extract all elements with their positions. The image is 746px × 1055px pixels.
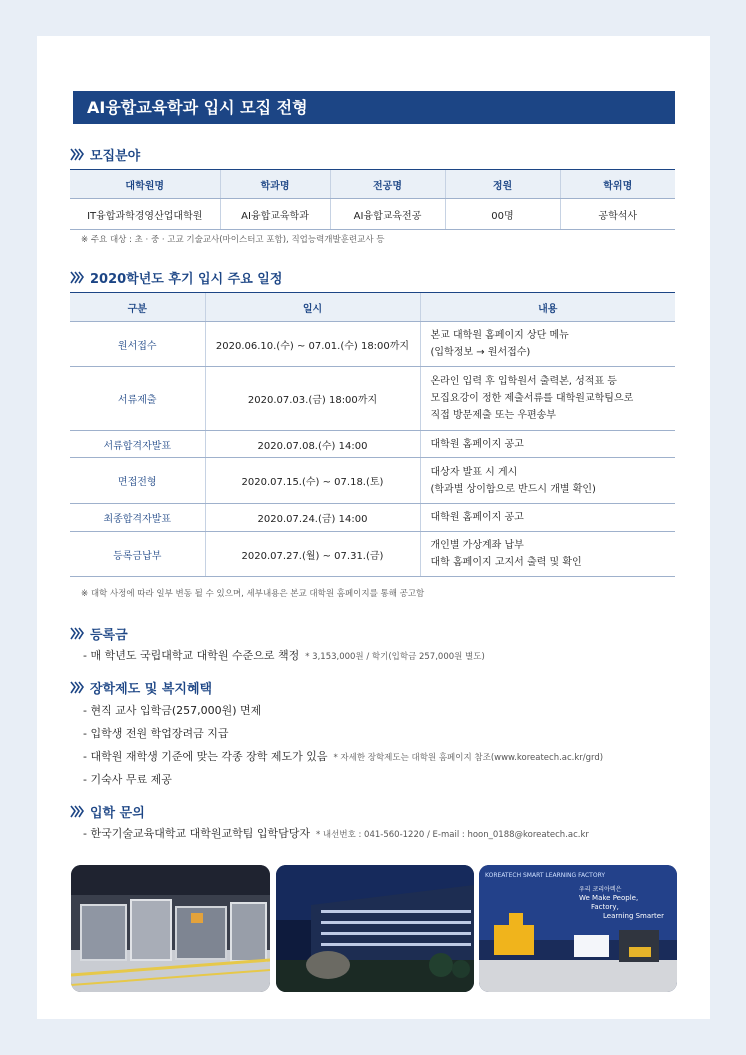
table-row [70, 367, 675, 431]
schedule-table [70, 292, 675, 577]
schedule-description [420, 367, 675, 431]
section-title-scholarship [70, 678, 212, 697]
schedule-date: 2020.07.08.(수) 14:00 [205, 431, 420, 458]
scholarship-item [83, 725, 228, 741]
scholarship-subnote: * 자세한 장학제도는 대학원 홈페이지 참조(www.koreatech.ac.kr/grd) [333, 753, 604, 763]
table-row [70, 431, 675, 458]
description-line: 직접 방문제출 또는 우편송부 [430, 410, 556, 421]
section-title-contact [70, 802, 145, 821]
fee-subnote: * 3,153,000원 / 학기(입학금 257,000원 별도) [305, 652, 485, 662]
table-cell: AI융합교육학과 [220, 199, 330, 230]
sign-text: Factory, [591, 903, 619, 911]
schedule-description [420, 504, 675, 532]
section-label: 장학제도 및 복지혜택 [90, 682, 213, 697]
sign-text: We Make People, [579, 894, 639, 902]
table-row [70, 504, 675, 532]
table-row [70, 322, 675, 367]
section-label: 모집분야 [90, 149, 141, 164]
section-title-schedule [70, 268, 282, 287]
section-label: 입학 문의 [90, 806, 145, 821]
document-page [37, 36, 710, 1019]
description-line: 모집요강이 정한 제출서류를 대학원교학팀으로 [430, 393, 634, 404]
sign-text: KOREATECH SMART LEARNING FACTORY [485, 872, 606, 879]
section-marker-icon [70, 271, 84, 284]
header-cell: 학위명 [560, 170, 675, 199]
fee-item [83, 647, 485, 663]
header-cell: 정원 [445, 170, 560, 199]
factory-photo [71, 865, 270, 992]
section-title-fee [70, 624, 128, 643]
schedule-date: 2020.07.15.(수) ~ 07.18.(토) [205, 458, 420, 504]
fee-text: - 매 학년도 국립대학교 대학원 수준으로 책정 [83, 649, 300, 662]
section-label: 등록금 [90, 628, 128, 643]
schedule-note: ※ 대학 사정에 따라 일부 변동 될 수 있으며, 세부내용은 본교 대학원 홈페이지를 통해 공고함 [81, 589, 425, 599]
table-row [70, 458, 675, 504]
scholarship-text: - 현직 교사 입학금(257,000원) 면제 [83, 704, 262, 717]
description-line: (학과별 상이함으로 반드시 개별 확인) [430, 483, 596, 495]
table-cell: AI융합교육전공 [330, 199, 445, 230]
contact-item [83, 825, 589, 841]
schedule-date: 2020.07.24.(금) 14:00 [205, 504, 420, 532]
table-row [70, 199, 675, 230]
description-line: 본교 대학원 홈페이지 상단 메뉴 [430, 330, 569, 341]
sign-text: Learning Smarter [603, 912, 664, 920]
contact-subnote: * 내선번호 : 041-560-1220 / E-mail : hoon_0188@koreatech.ac.kr [315, 830, 589, 840]
scholarship-text: - 기숙사 무료 제공 [83, 773, 172, 786]
schedule-description [420, 458, 675, 504]
page-title: AI융합교육학과 입시 모집 전형 [73, 91, 675, 124]
schedule-description [420, 431, 675, 458]
scholarship-text: - 입학생 전원 학업장려금 지급 [83, 727, 229, 740]
section-marker-icon [70, 148, 84, 161]
header-cell: 구분 [70, 293, 205, 322]
scholarship-item [83, 771, 172, 787]
section-marker-icon [70, 627, 84, 640]
table-header-row [70, 293, 675, 322]
section-label: 2020학년도 후기 입시 주요 일정 [90, 272, 283, 287]
schedule-date: 2020.07.03.(금) 18:00까지 [205, 367, 420, 431]
header-cell: 학과명 [220, 170, 330, 199]
description-line: (입학정보 → 원서접수) [430, 347, 531, 358]
section-title-recruit [70, 145, 140, 164]
description-line: 대상자 발표 시 게시 [430, 466, 518, 478]
table-cell: 00명 [445, 199, 560, 230]
schedule-date: 2020.07.27.(월) ~ 07.31.(금) [205, 532, 420, 577]
header-cell: 일시 [205, 293, 420, 322]
campus-building-photo [276, 865, 474, 992]
section-marker-icon [70, 681, 84, 694]
description-line: 개인별 가상계좌 납부 [430, 540, 524, 551]
table-row [70, 532, 675, 577]
section-marker-icon [70, 805, 84, 818]
schedule-category: 서류제출 [70, 367, 205, 431]
contact-text: - 한국기술교육대학교 대학원교학팀 입학담당자 [83, 827, 310, 840]
table-header-row [70, 170, 675, 199]
schedule-category: 등록금납부 [70, 532, 205, 577]
header-cell: 대학원명 [70, 170, 220, 199]
schedule-description [420, 532, 675, 577]
recruit-note: ※ 주요 대상 : 초 · 중 · 고교 기술교사(마이스터고 포함), 직업능력개발훈련교사 등 [81, 235, 385, 245]
description-line: 대학 홈페이지 고지서 출력 및 확인 [430, 557, 582, 568]
sign-text: 우리 코리아텍은 [579, 886, 622, 893]
schedule-date: 2020.06.10.(수) ~ 07.01.(수) 18:00까지 [205, 322, 420, 367]
schedule-category: 면접전형 [70, 458, 205, 504]
description-line: 온라인 입력 후 입학원서 출력본, 성적표 등 [430, 376, 617, 387]
header-cell: 전공명 [330, 170, 445, 199]
table-cell: IT융합과학경영산업대학원 [70, 199, 220, 230]
schedule-description [420, 322, 675, 367]
scholarship-item [83, 748, 603, 764]
learning-factory-photo [479, 865, 677, 992]
description-line: 대학원 홈페이지 공고 [430, 512, 524, 523]
schedule-category: 서류합격자발표 [70, 431, 205, 458]
header-cell: 내용 [420, 293, 675, 322]
schedule-category: 원서접수 [70, 322, 205, 367]
recruit-table [70, 169, 675, 230]
schedule-category: 최종합격자발표 [70, 504, 205, 532]
table-cell: 공학석사 [560, 199, 675, 230]
scholarship-text: - 대학원 재학생 기준에 맞는 각종 장학 제도가 있음 [83, 750, 328, 763]
scholarship-item [83, 702, 261, 718]
description-line: 대학원 홈페이지 공고 [430, 438, 524, 450]
